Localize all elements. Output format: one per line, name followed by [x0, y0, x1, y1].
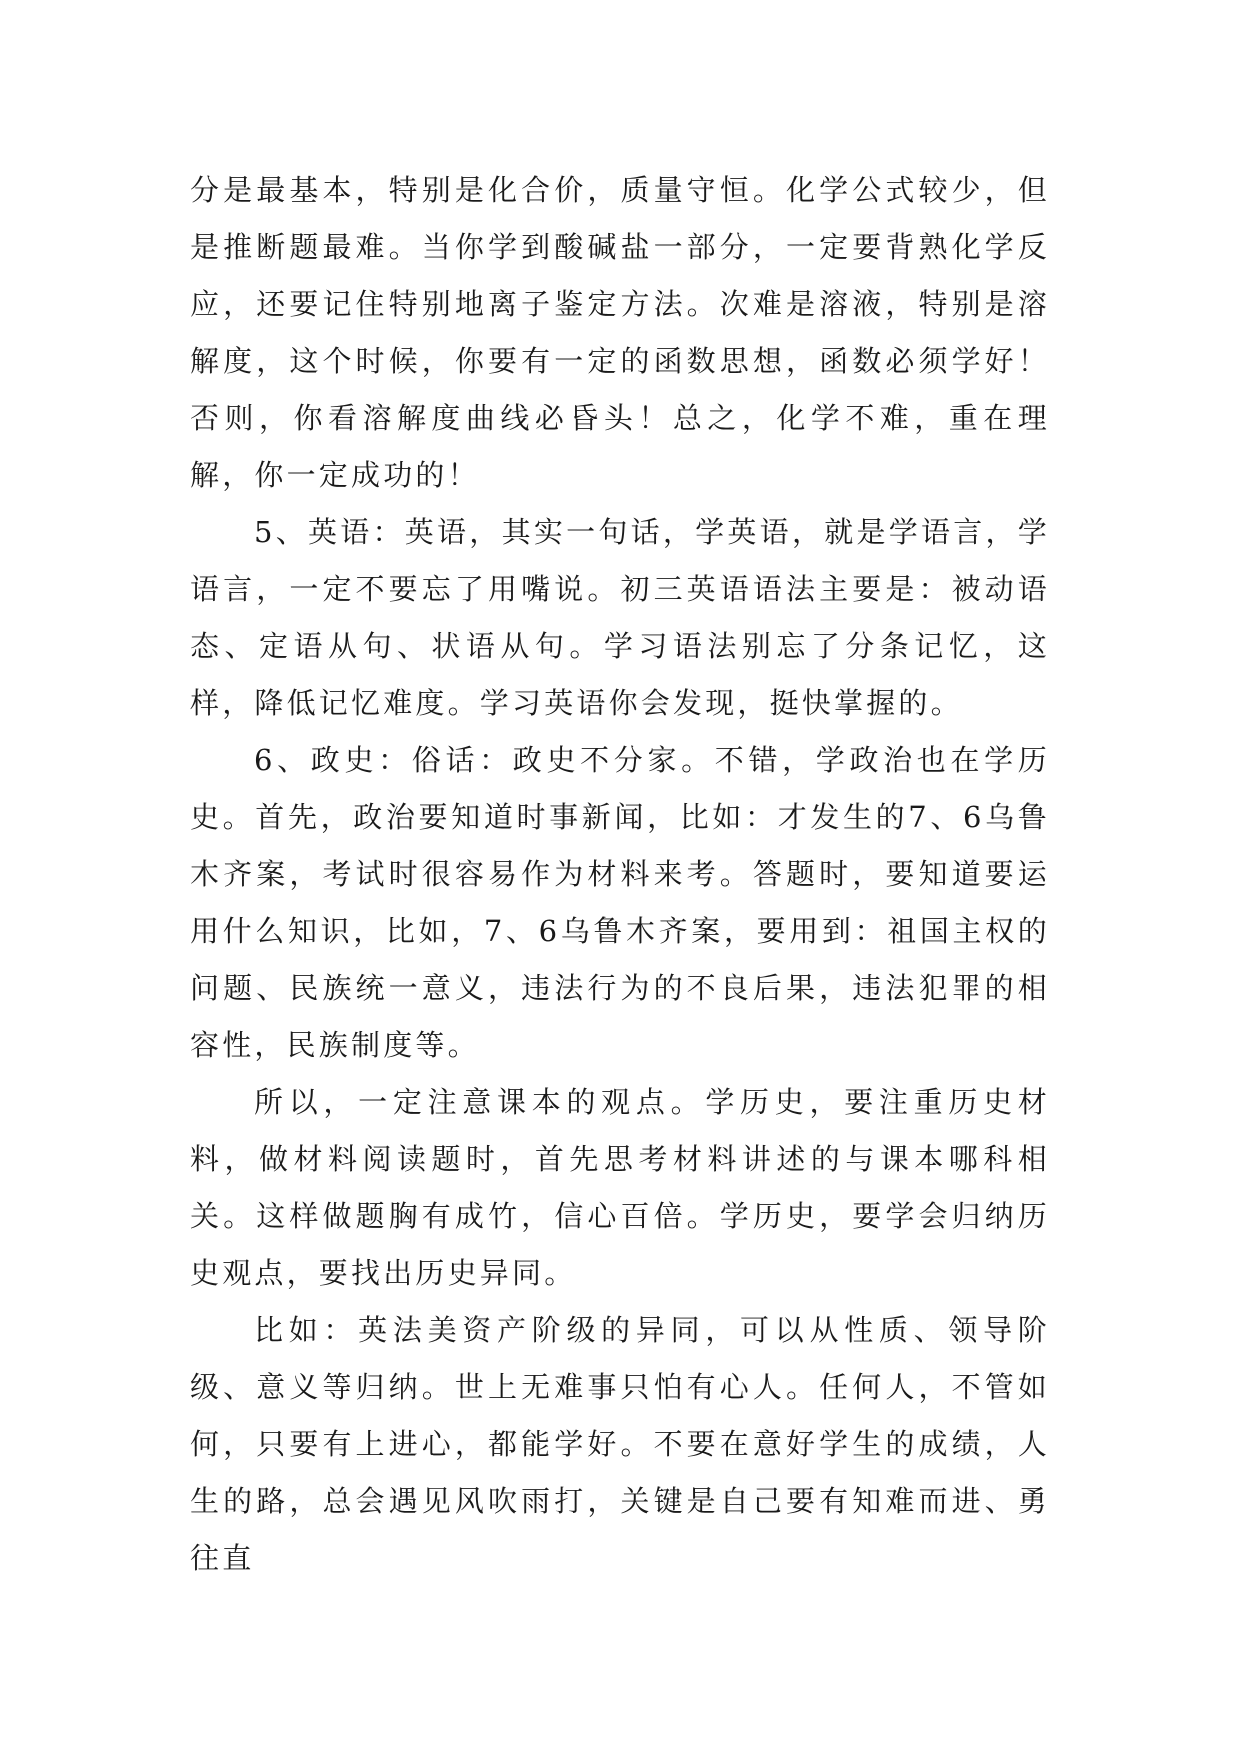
- paragraph-politics-history: 6、政史：俗话：政史不分家。不错，学政治也在学历史。首先，政治要知道时事新闻，比如：才发生的7、6乌鲁木齐案，考试时很容易作为材料来考。答题时，要知道要运用什么知识，比如，7、6乌鲁木齐案，要用到：祖国主权的问题、民族统一意义，违法行为的不良后果，违法犯罪的相容性，民族制度等。: [190, 743, 1050, 1062]
- paragraph-viewpoints: 所以，一定注意课本的观点。学历史，要注重历史材料，做材料阅读题时，首先思考材料讲述的与课本哪科相关。这样做题胸有成竹，信心百倍。学历史，要学会归纳历史观点，要找出历史异同。: [190, 1085, 1050, 1290]
- paragraph-english: 5、英语：英语，其实一句话，学英语，就是学语言，学语言，一定不要忘了用嘴说。初三英语语法主要是：被动语态、定语从句、状语从句。学习语法别忘了分条记忆，这样，降低记忆难度。学习英语你会发现，挺快掌握的。: [190, 515, 1050, 720]
- paragraph-chemistry-continuation: 分是最基本，特别是化合价，质量守恒。化学公式较少，但是推断题最难。当你学到酸碱盐一部分，一定要背熟化学反应，还要记住特别地离子鉴定方法。次难是溶液，特别是溶解度，这个时候，你要有一定的函数思想，函数必须学好！否则，你看溶解度曲线必昏头！总之，化学不难，重在理解，你一定成功的！: [190, 173, 1050, 492]
- document-body: [190, 162, 1050, 1587]
- paragraph-example: 比如：英法美资产阶级的异同，可以从性质、领导阶级、意义等归纳。世上无难事只怕有心人。任何人，不管如何，只要有上进心，都能学好。不要在意好学生的成绩，人生的路，总会遇见风吹雨打，关键是自己要有知难而进、勇往直: [190, 1313, 1050, 1575]
